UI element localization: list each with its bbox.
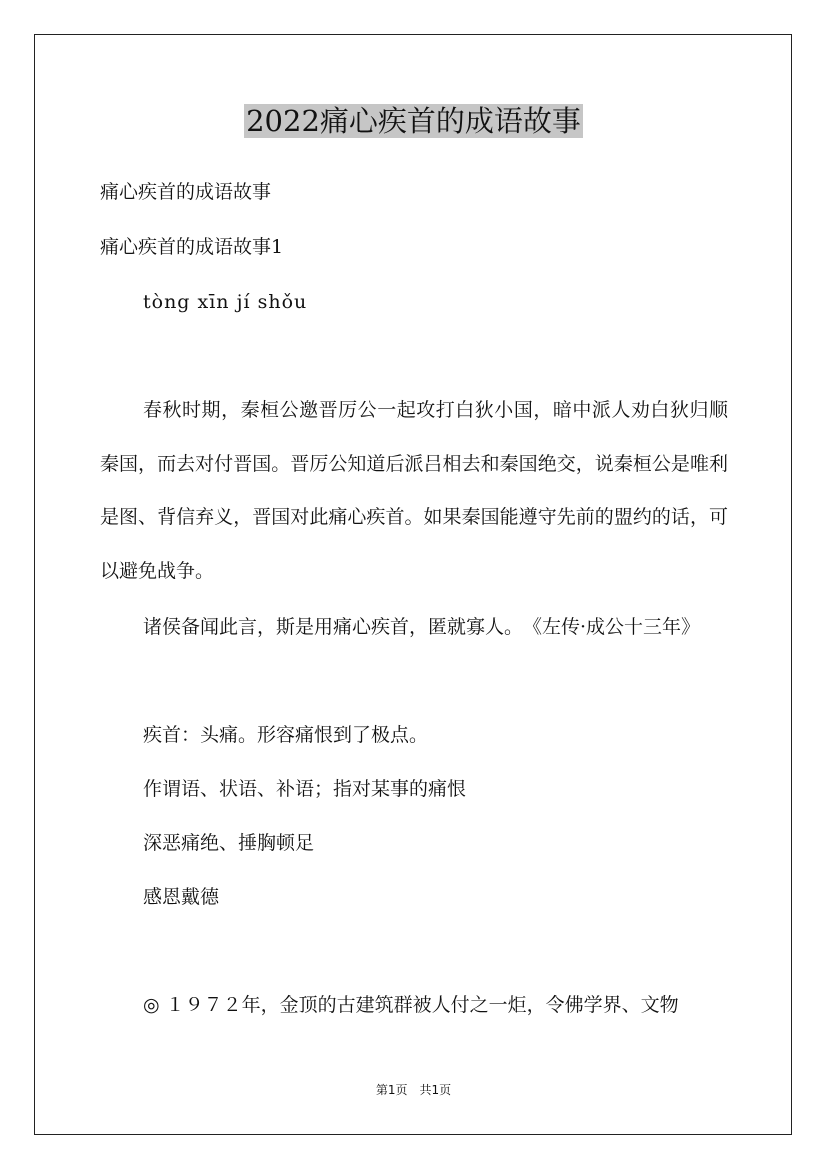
page-footer: 第1页 共1页 <box>375 1083 452 1097</box>
antonyms-line: 感恩戴德 <box>143 886 220 908</box>
source-quote-paragraph: 诸侯备闻此言，斯是用痛心疾首，匿就寡人。 《左传·成公十三年》 <box>143 616 701 638</box>
document-title: 2022痛心疾首的成语故事 <box>246 104 581 138</box>
meaning-line: 疾首：头痛。形容痛恨到了极点。 <box>143 724 429 746</box>
pinyin-line: tòng xīn jí shǒu <box>143 291 308 313</box>
story-paragraph: 春秋时期，秦桓公邀晋厉公一起攻打白狄小国，暗中派人劝白狄归顺秦国，而去对付晋国。晋厉公知道后派吕相去和秦国绝交，说秦桓公是唯利是图、背信弃义，晋国对此痛心疾首。如果秦国能遵守先前的盟约的话，可以避免战争。 <box>100 399 728 582</box>
usage-line: 作谓语、状语、补语；指对某事的痛恨 <box>143 778 467 800</box>
section-heading: 痛心疾首的成语故事1 <box>100 236 284 258</box>
document-subtitle: 痛心疾首的成语故事 <box>100 181 272 203</box>
last-paragraph-line: ◎ １９７２年，金顶的古建筑群被人付之一炬，令佛学界、文物 <box>143 994 679 1016</box>
synonyms-line: 深恶痛绝、捶胸顿足 <box>143 832 315 854</box>
